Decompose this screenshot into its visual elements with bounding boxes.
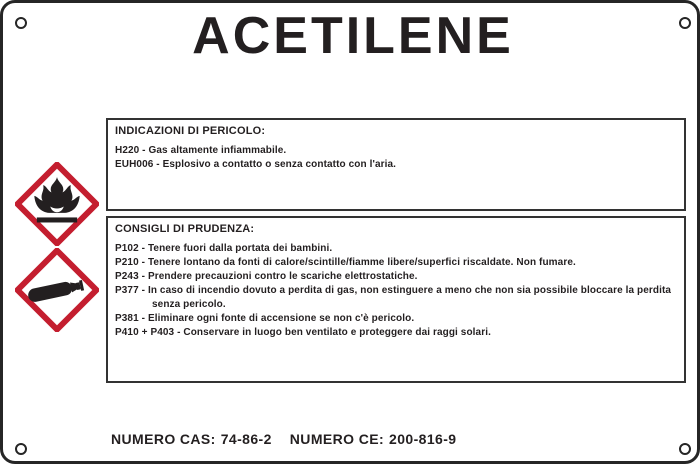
hazard-statements-box xyxy=(106,118,686,211)
precaution-statement-p243: P243 - Prendere precauzioni contro le scariche elettrostatiche. xyxy=(115,271,418,282)
precaution-statements-box xyxy=(106,216,686,383)
precaution-statement-p210: P210 - Tenere lontano da fonti di calore/scintille/fiamme libere/superfici riscaldate. Non fumare. xyxy=(115,257,576,268)
precaution-statement-p410-p403: P410 + P403 - Conservare in luogo ben ventilato e proteggere dai raggi solari. xyxy=(115,327,491,338)
flame-pictogram-icon xyxy=(15,162,99,246)
precaution-statement-p377: P377 - In caso di incendio dovuto a perdita di gas, non estinguere a meno che non sia possibile bloccare la perdita senza pericolo. xyxy=(115,285,672,310)
screw-hole-bottom-right xyxy=(679,443,691,455)
cas-number-value: 74-86-2 xyxy=(220,431,272,447)
cas-number xyxy=(111,431,272,447)
ce-number-label: NUMERO CE: xyxy=(289,431,385,447)
hazard-box-header: INDICAZIONI DI PERICOLO: xyxy=(115,125,266,137)
precaution-box-header: CONSIGLI DI PRUDENZA: xyxy=(115,223,255,235)
hazard-statement-h220: H220 - Gas altamente infiammabile. xyxy=(115,145,287,156)
screw-hole-bottom-left xyxy=(15,443,27,455)
precaution-statement-p102: P102 - Tenere fuori dalla portata dei bambini. xyxy=(115,243,333,254)
ce-number xyxy=(290,431,457,447)
gas-cylinder-pictogram-icon xyxy=(15,248,99,332)
ce-number-value: 200-816-9 xyxy=(389,431,457,447)
cas-number-label: NUMERO CAS: xyxy=(111,431,216,447)
hazard-statement-euh006: EUH006 - Esplosivo a contatto o senza contatto con l'aria. xyxy=(115,159,397,170)
precaution-statement-p381: P381 - Eliminare ogni fonte di accensione se non c'è pericolo. xyxy=(115,313,415,324)
product-title: ACETILENE xyxy=(192,7,514,65)
registry-numbers xyxy=(111,431,456,447)
